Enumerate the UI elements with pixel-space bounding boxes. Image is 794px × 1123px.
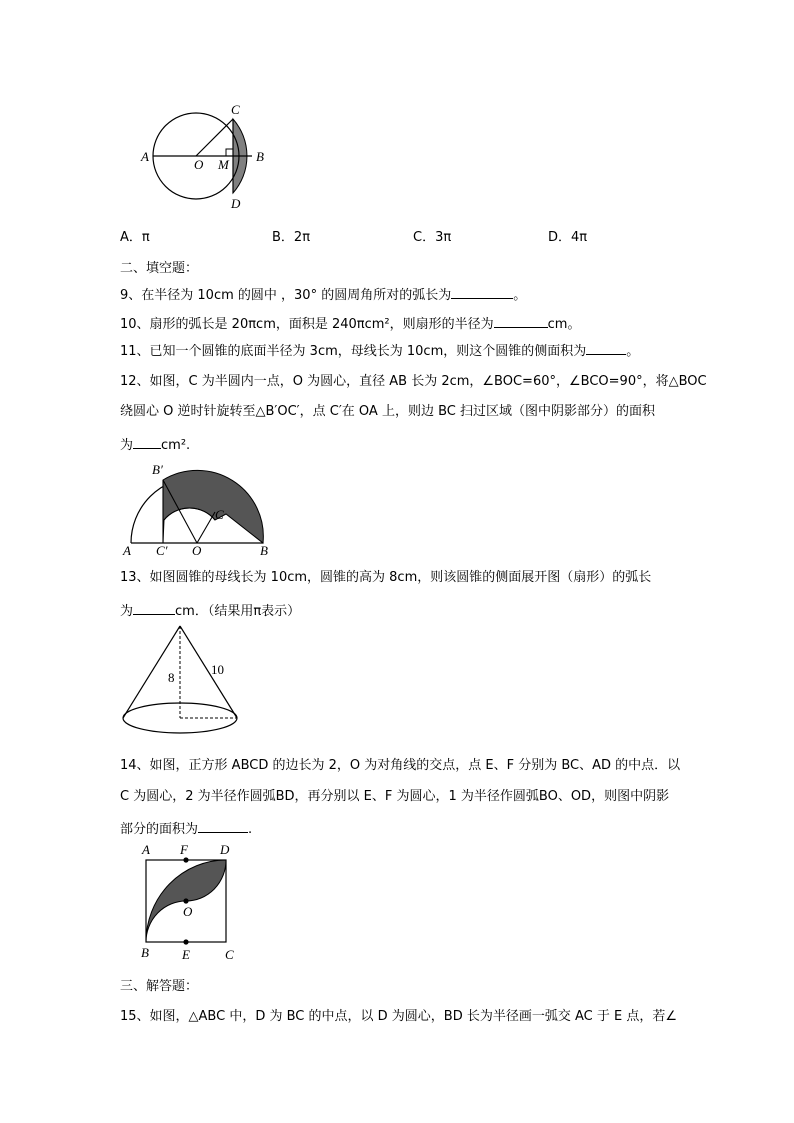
q10 [120, 313, 580, 334]
q13-line-1: 13、如图圆锥的母线长为 10cm，圆锥的高为 8cm，则该圆锥的侧面展开图（扇形）的弧长 [120, 570, 652, 585]
q12-prefix: 为 [120, 438, 134, 453]
label-O: O [192, 543, 202, 558]
label-M: M [218, 157, 229, 172]
q15-line-1: 15、如图，△ABC 中，D 为 BC 的中点，以 D 为圆心，BD 长为半径画一弧交 AC 于 E 点，若∠ [120, 1009, 677, 1024]
q14-line-3 [120, 818, 252, 839]
q9-text: 9、在半径为 10cm 的圆中 ，30° 的圆周角所对的弧长为 [120, 288, 452, 303]
q11-tail: 。 [626, 344, 640, 359]
label-A: A [141, 149, 149, 164]
q14-answer-blank[interactable] [198, 818, 248, 833]
q12-line-1: 12、如图，C 为半圆内一点，O 为圆心，直径 AB 长为 2cm，∠BOC=60°，∠BCO=90°，将△BOC [120, 374, 707, 389]
q12-figure [118, 462, 288, 562]
q8-circle-diagram [130, 100, 290, 215]
q13-figure [118, 622, 248, 737]
q8-option-b[interactable]: B．2π [272, 230, 311, 245]
label-Bprime: B′ [152, 462, 163, 477]
q8-option-a[interactable]: A．π [120, 230, 150, 245]
q13-line-2 [120, 600, 300, 621]
q8-figure [130, 100, 290, 215]
label-C: C [225, 947, 234, 962]
q13-prefix: 为 [120, 604, 134, 619]
q8-option-d[interactable]: D．4π [548, 230, 588, 245]
q14-suffix: . [248, 822, 253, 837]
q11 [120, 340, 639, 361]
label-C: C [231, 102, 240, 117]
q12-answer-blank[interactable] [133, 434, 161, 449]
label-O: O [183, 904, 193, 919]
label-A: A [142, 842, 150, 857]
section-3-heading: 三、解答题： [120, 979, 199, 994]
q12-line-3 [120, 434, 190, 455]
q10-text: 10、扇形的弧长是 20πcm，面积是 240πcm²，则扇形的半径为 [120, 317, 494, 332]
q10-tail: cm。 [547, 317, 581, 332]
q14-line-2: C 为圆心，2 为半径作圆弧BD，再分别以 E、F 为圆心，1 为半径作圆弧BO、OD，则图中阴影 [120, 789, 670, 804]
label-height: 8 [168, 670, 175, 685]
q12-line-2: 绕圆心 O 逆时针旋转至△B′OC′，点 C′在 OA 上，则边 BC 扫过区域（图中阴影部分）的面积 [120, 404, 655, 419]
label-A: A [123, 543, 131, 558]
q9-answer-blank[interactable] [451, 284, 513, 299]
q10-answer-blank[interactable] [494, 313, 548, 328]
q8-option-c[interactable]: C．3π [413, 230, 452, 245]
q9-tail: 。 [513, 288, 527, 303]
label-B: B [260, 543, 268, 558]
q9 [120, 284, 526, 305]
label-B: B [256, 149, 264, 164]
section-2-heading: 二、填空题： [120, 261, 199, 276]
q14-line-1: 14、如图，正方形 ABCD 的边长为 2，O 为对角线的交点，点 E、F 分别为 BC、AD 的中点．以 [120, 758, 681, 773]
q14-figure [136, 840, 246, 965]
label-O: O [194, 157, 204, 172]
q11-text: 11、已知一个圆锥的底面半径为 3cm，母线长为 10cm，则这个圆锥的侧面积为 [120, 344, 587, 359]
q13-answer-blank[interactable] [133, 600, 175, 615]
label-F: F [180, 842, 188, 857]
label-slant: 10 [211, 662, 224, 677]
q12-suffix: cm². [161, 438, 191, 453]
label-D: D [231, 196, 241, 211]
q13-suffix: cm．（结果用π表示） [175, 604, 301, 619]
label-E: E [182, 947, 190, 962]
label-C: C [215, 507, 224, 522]
q13-cone-diagram [118, 622, 248, 737]
label-Cprime: C′ [156, 543, 168, 558]
q14-prefix: 部分的面积为 [120, 822, 199, 837]
q11-answer-blank[interactable] [586, 340, 626, 355]
label-D: D [220, 842, 230, 857]
label-B: B [141, 945, 149, 960]
